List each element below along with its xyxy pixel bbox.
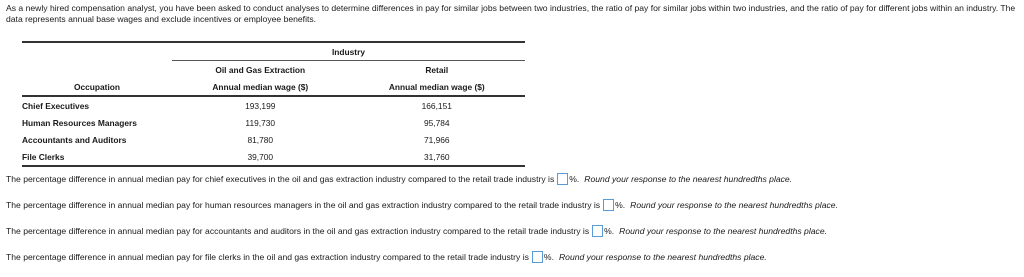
question-text: The percentage difference in annual median pay for file clerks in the oil and gas extraction industry compared to the retail trade industry is	[6, 252, 529, 262]
table-row	[22, 114, 525, 131]
problem-intro: As a newly hired compensation analyst, you have been asked to conduct analyses to determine differences in pay for similar jobs between two industries, the ratio of pay for similar jobs within two industries, and the ratio of pay for different jobs within an industry. The data represents annual base wages and exclude incentives or employee benefits.	[6, 3, 1016, 24]
question-text: The percentage difference in annual median pay for chief executives in the oil and gas extraction industry compared to the retail trade industry is	[6, 174, 555, 184]
occupation-cell: Human Resources Managers	[22, 117, 137, 128]
industry-header: Industry	[172, 42, 525, 61]
wage-header-retail: Annual median wage ($)	[388, 81, 485, 92]
industry2-header: Retail	[425, 64, 449, 75]
percent-suffix: %.	[569, 174, 580, 184]
retail-wage-cell: 166,151	[421, 100, 452, 111]
retail-wage-cell: 31,760	[423, 151, 450, 162]
occupation-cell: File Clerks	[22, 151, 65, 162]
rounding-hint: Round your response to the nearest hundredths place.	[619, 226, 827, 236]
answer-input[interactable]	[532, 251, 543, 263]
occupation-header: Occupation	[73, 81, 121, 92]
question-text: The percentage difference in annual median pay for human resources managers in the oil and gas extraction industry compared to the retail trade industry is	[6, 200, 601, 210]
table-row	[22, 148, 525, 166]
oil-gas-wage-cell: 119,730	[245, 117, 276, 128]
rounding-hint: Round your response to the nearest hundredths place.	[558, 252, 767, 262]
occupation-cell: Chief Executives	[22, 100, 90, 111]
answer-input[interactable]	[603, 199, 614, 211]
wage-table	[22, 41, 525, 167]
question-accountants	[6, 224, 827, 238]
rounding-hint: Round your response to the nearest hundredths place.	[630, 200, 838, 210]
rounding-hint: Round your response to the nearest hundredths place.	[584, 174, 793, 184]
answer-input[interactable]	[557, 173, 568, 185]
blank-header-cell	[22, 42, 172, 61]
percent-suffix: %.	[615, 200, 626, 210]
retail-wage-cell: 95,784	[423, 117, 450, 128]
wage-header-oil: Annual median wage ($)	[212, 81, 309, 92]
oil-gas-wage-cell: 81,780	[247, 134, 274, 145]
table-row	[22, 131, 525, 148]
retail-wage-cell: 71,966	[423, 134, 450, 145]
industry1-header: Oil and Gas Extraction	[215, 64, 306, 75]
percent-suffix: %.	[604, 226, 615, 236]
percent-suffix: %.	[543, 252, 554, 262]
question-text: The percentage difference in annual median pay for accountants and auditors in the oil and gas extraction industry compared to the retail trade industry is	[6, 226, 590, 236]
oil-gas-wage-cell: 39,700	[247, 151, 274, 162]
question-chief-executives	[6, 172, 792, 186]
blank-header-cell	[22, 61, 172, 79]
occupation-cell: Accountants and Auditors	[22, 134, 127, 145]
question-hr-managers	[6, 198, 838, 212]
oil-gas-wage-cell: 193,199	[245, 100, 276, 111]
question-file-clerks	[6, 250, 767, 264]
table-row	[22, 96, 525, 114]
answer-input[interactable]	[592, 225, 603, 237]
